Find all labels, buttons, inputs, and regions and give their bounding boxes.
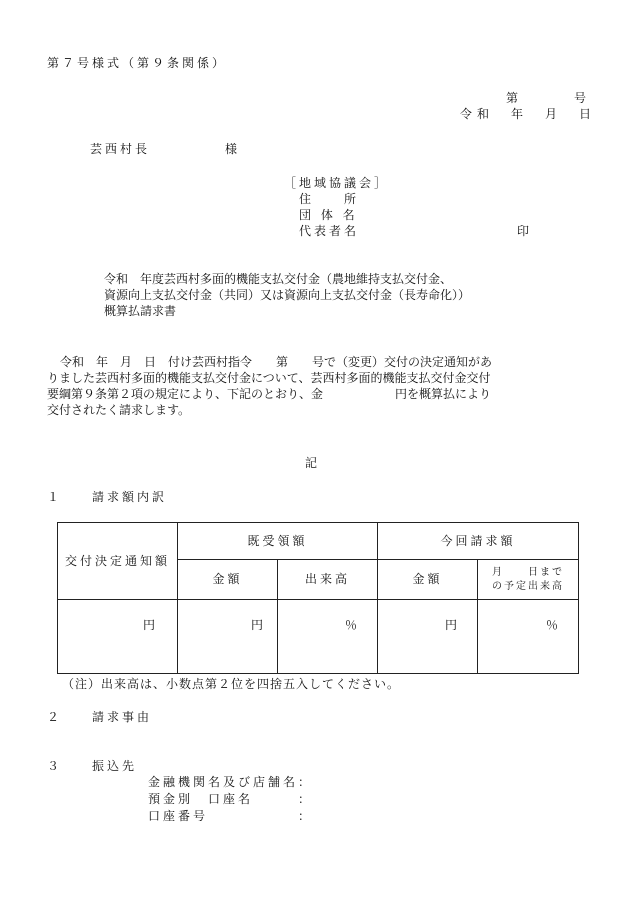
account-type-label: 預金別 口座名 ： <box>148 792 314 806</box>
title-line-3: 概算払請求書 <box>104 304 177 318</box>
sub-header-amount-1: 金額 <box>178 560 278 600</box>
title-line-2: 資源向上支払交付金（共同）又は資源向上支払交付金（長寿命化）） <box>104 288 471 302</box>
applicant-group-label: 団 体 名 <box>299 208 358 222</box>
header-current-request: 今回請求額 <box>378 523 579 560</box>
body-line-4: 交付されたく請求します。 <box>47 403 191 417</box>
applicant-representative-label: 代表者名 <box>299 224 360 238</box>
form-number: 第７号様式（第９条関係） <box>47 56 228 70</box>
cell-received-yen: 円 <box>178 600 278 674</box>
body-line-1: 令和 年 月 日 付け芸西村指令 第 号で（変更）交付の決定通知があ <box>60 355 493 369</box>
header-received-amount: 既受領額 <box>178 523 378 560</box>
cell-current-percent: ％ <box>478 600 579 674</box>
request-amount-table <box>57 522 579 674</box>
body-line-3: 要綱第９条第２項の規定により、下記のとおり、金 円を概算払により <box>47 387 492 401</box>
addressee: 芸西村長 様 <box>90 142 241 156</box>
body-line-2: りました芸西村多面的機能支払交付金について、芸西村多面的機能支払交付金交付 <box>47 371 491 385</box>
document-date: 令和 年 月 日 <box>460 107 597 121</box>
seal-mark: 印 <box>517 224 530 238</box>
applicant-org-type: ［地域協議会］ <box>284 176 390 190</box>
section-3-heading: ３ 振込先 <box>47 759 138 773</box>
ki-label: 記 <box>305 456 318 470</box>
title-line-1: 令和 年度芸西村多面的機能支払交付金（農地維持支払交付金、 <box>104 272 453 286</box>
sub-header-amount-2: 金額 <box>378 560 478 600</box>
header-notice-amount: 交付決定通知額 <box>58 523 178 600</box>
bank-name-label: 金融機関名及び店舗名： <box>148 775 314 789</box>
table-note: （注）出来高は、小数点第２位を四捨五入してください。 <box>62 677 401 691</box>
account-number-label: 口座番号 ： <box>148 809 314 823</box>
cell-notice-yen: 円 <box>58 600 178 674</box>
sub-header-planned-progress <box>478 560 579 600</box>
section-2-heading: ２ 請求事由 <box>47 710 153 724</box>
cell-received-percent: ％ <box>278 600 378 674</box>
sub-header-month-day: 月 日まで <box>492 566 565 578</box>
document-number: 第 号 <box>506 91 592 105</box>
sub-header-progress-1: 出来高 <box>278 560 378 600</box>
cell-current-yen: 円 <box>378 600 478 674</box>
applicant-address-label: 住 所 <box>299 192 360 206</box>
section-1-heading: １ 請求額内訳 <box>47 490 168 504</box>
sub-header-planned: の予定出来高 <box>492 580 565 592</box>
